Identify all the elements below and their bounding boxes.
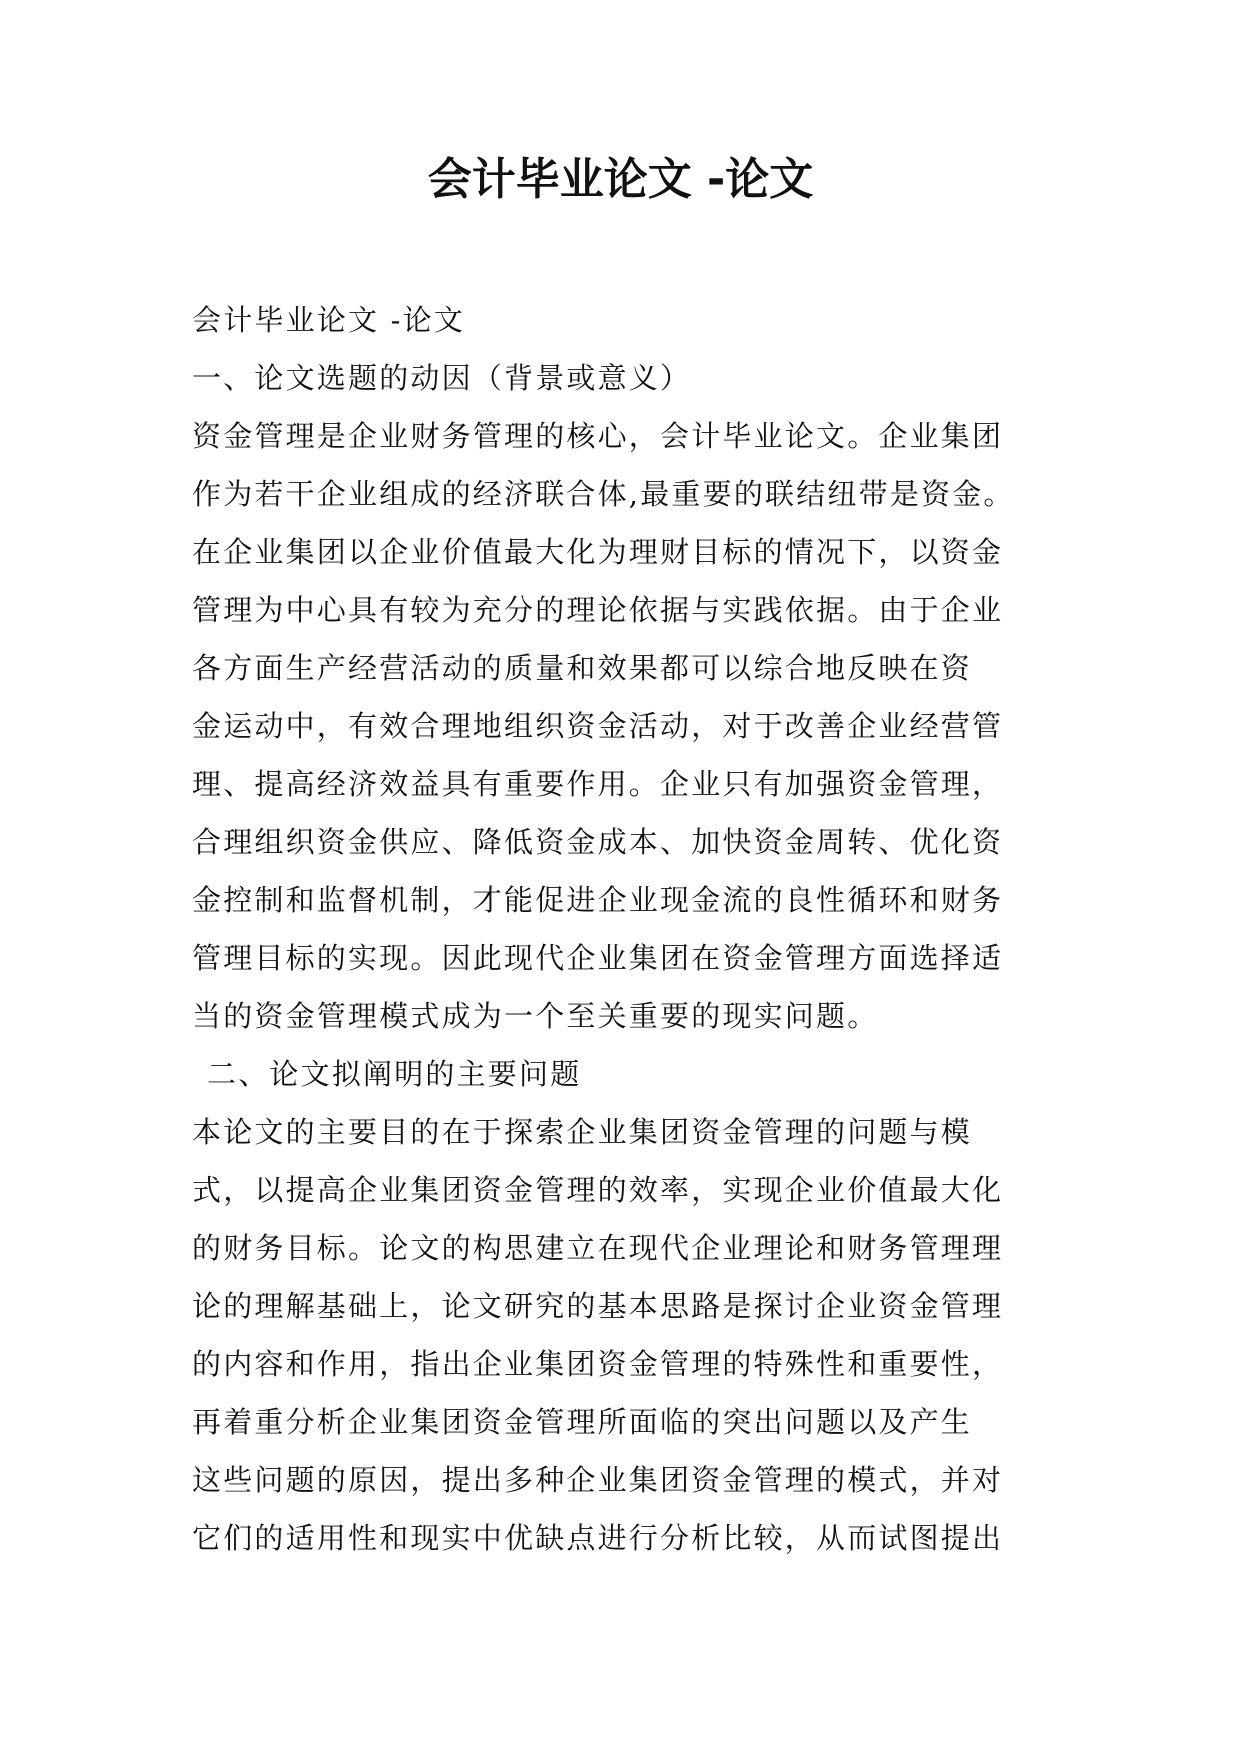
paragraph-line: 式，以提高企业集团资金管理的效率，实现企业价值最大化 [192, 1173, 1004, 1207]
document-title: 会计毕业论文 -论文 [427, 154, 814, 205]
paragraph-line: 管理为中心具有较为充分的理论依据与实践依据。由于企业 [192, 593, 1004, 627]
paragraph-line: 理、提高经济效益具有重要作用。企业只有加强资金管理， [192, 767, 1004, 801]
section-heading-1: 一、论文选题的动因（背景或意义） [192, 361, 692, 395]
paragraph-line: 资金管理是企业财务管理的核心，会计毕业论文。企业集团 [192, 419, 1004, 453]
paragraph-line: 在企业集团以企业价值最大化为理财目标的情况下，以资金 [192, 535, 1004, 569]
paragraph-line: 作为若干企业组成的经济联合体,最重要的联结纽带是资金。 [192, 477, 1015, 511]
paragraph-line: 合理组织资金供应、降低资金成本、加快资金周转、优化资 [192, 825, 1004, 859]
paragraph-line: 再着重分析企业集团资金管理所面临的突出问题以及产生 [192, 1405, 973, 1439]
document-body [192, 291, 1072, 1567]
paragraph-line: 当的资金管理模式成为一个至关重要的现实问题。 [192, 999, 879, 1033]
section-1-paragraph [192, 407, 1072, 1045]
section-heading-2: 二、论文拟阐明的主要问题 [207, 1057, 582, 1091]
paragraph-line: 管理目标的实现。因此现代企业集团在资金管理方面选择适 [192, 941, 1004, 975]
paragraph-line: 它们的适用性和现实中优缺点进行分析比较，从而试图提出 [192, 1521, 1004, 1555]
paragraph-line: 这些问题的原因，提出多种企业集团资金管理的模式，并对 [192, 1463, 1004, 1497]
paragraph-line: 论的理解基础上，论文研究的基本思路是探讨企业资金管理 [192, 1289, 1004, 1323]
paragraph-line: 金运动中，有效合理地组织资金活动，对于改善企业经营管 [192, 709, 1004, 743]
subtitle-line: 会计毕业论文 -论文 [192, 303, 466, 337]
section-2-paragraph [192, 1103, 1072, 1567]
paragraph-line: 本论文的主要目的在于探索企业集团资金管理的问题与模 [192, 1115, 973, 1149]
paragraph-line: 金控制和监督机制，才能促进企业现金流的良性循环和财务 [192, 883, 1004, 917]
paragraph-line: 各方面生产经营活动的质量和效果都可以综合地反映在资 [192, 651, 973, 685]
paragraph-line: 的财务目标。论文的构思建立在现代企业理论和财务管理理 [192, 1231, 1004, 1265]
paragraph-line: 的内容和作用，指出企业集团资金管理的特殊性和重要性， [192, 1347, 1004, 1381]
